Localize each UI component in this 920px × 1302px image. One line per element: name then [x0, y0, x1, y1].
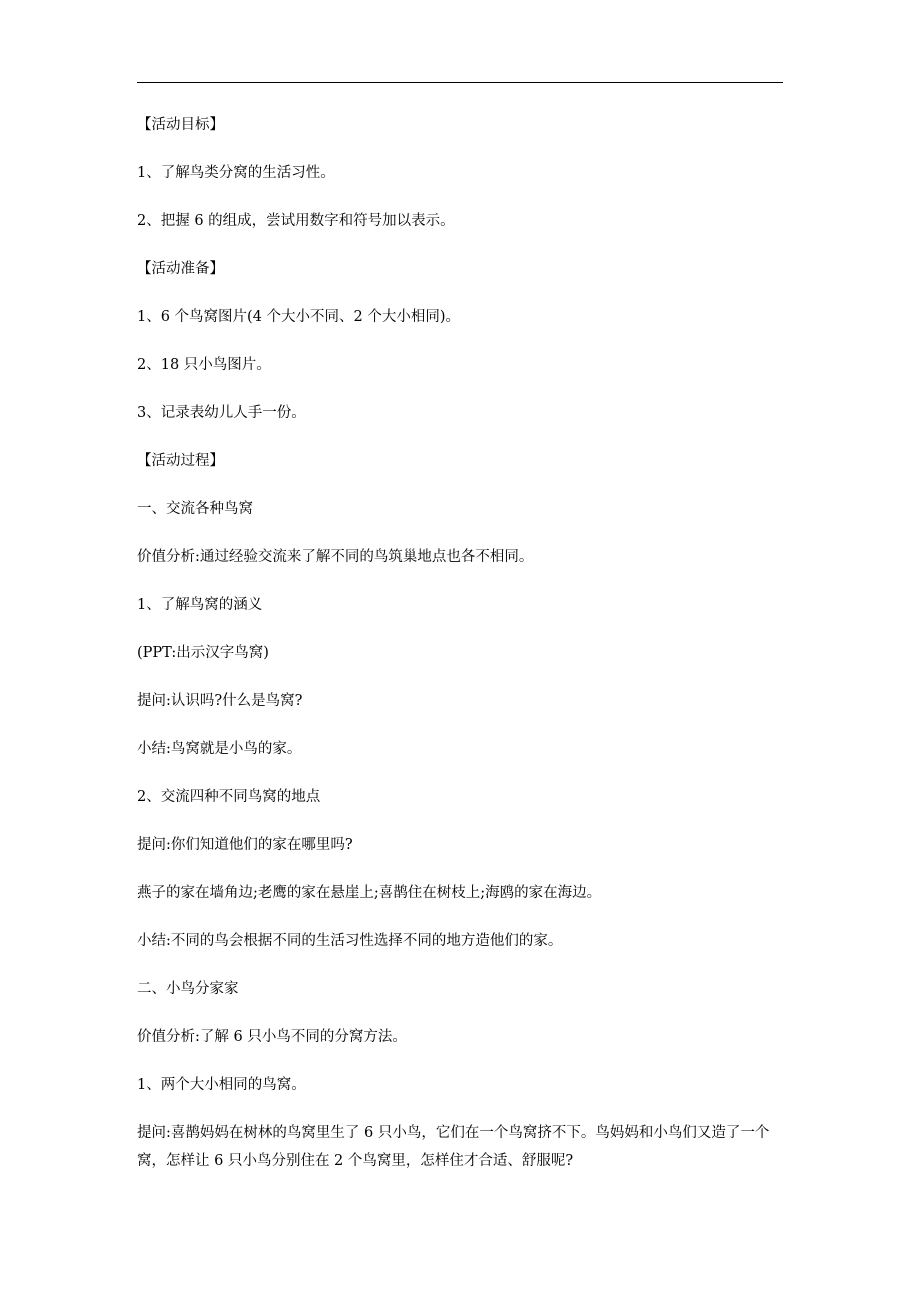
section-heading-preparation: 【活动准备】 [137, 261, 224, 277]
summary-1: 小结:鸟窝就是小鸟的家。 [137, 741, 302, 757]
goal-item-2: 2、把握 6 的组成，尝试用数字和符号加以表示。 [137, 213, 455, 229]
question-2: 提问:你们知道他们的家在哪里吗? [137, 837, 353, 853]
preparation-item-1: 1、6 个鸟窝图片(4 个大小不同、2 个大小相同)。 [137, 309, 461, 325]
section-heading-process: 【活动过程】 [137, 453, 224, 469]
header-rule [137, 82, 783, 83]
question-3-paragraph: 提问:喜鹊妈妈在树林的鸟窝里生了 6 只小鸟，它们在一个鸟窝挤不下。鸟妈妈和小鸟们又造了一个窝，怎样让 6 只小鸟分别住在 2 个鸟窝里，怎样住才合适、舒服呢? [137, 1125, 770, 1169]
question-1: 提问:认识吗?什么是鸟窝? [137, 693, 303, 709]
section-heading-goals: 【活动目标】 [137, 117, 224, 133]
preparation-item-2: 2、18 只小鸟图片。 [137, 357, 271, 373]
step-2-1-title: 1、两个大小相同的鸟窝。 [137, 1077, 306, 1093]
process-part-2-title: 二、小鸟分家家 [137, 981, 239, 997]
preparation-item-3: 3、记录表幼儿人手一份。 [137, 405, 306, 421]
ppt-note: (PPT:出示汉字鸟窝) [137, 645, 269, 661]
value-analysis-2: 价值分析:了解 6 只小鸟不同的分窝方法。 [137, 1029, 407, 1045]
step-2-title: 2、交流四种不同鸟窝的地点 [137, 789, 321, 805]
answer-nest-locations: 燕子的家在墙角边;老鹰的家在悬崖上;喜鹊住在树枝上;海鸥的家在海边。 [137, 885, 602, 901]
value-analysis-1: 价值分析:通过经验交流来了解不同的鸟筑巢地点也各不相同。 [137, 549, 534, 565]
summary-2: 小结:不同的鸟会根据不同的生活习性选择不同的地方造他们的家。 [137, 933, 563, 949]
step-1-title: 1、了解鸟窝的涵义 [137, 597, 263, 613]
goal-item-1: 1、了解鸟类分窝的生活习性。 [137, 165, 335, 181]
process-part-1-title: 一、交流各种鸟窝 [137, 501, 253, 517]
